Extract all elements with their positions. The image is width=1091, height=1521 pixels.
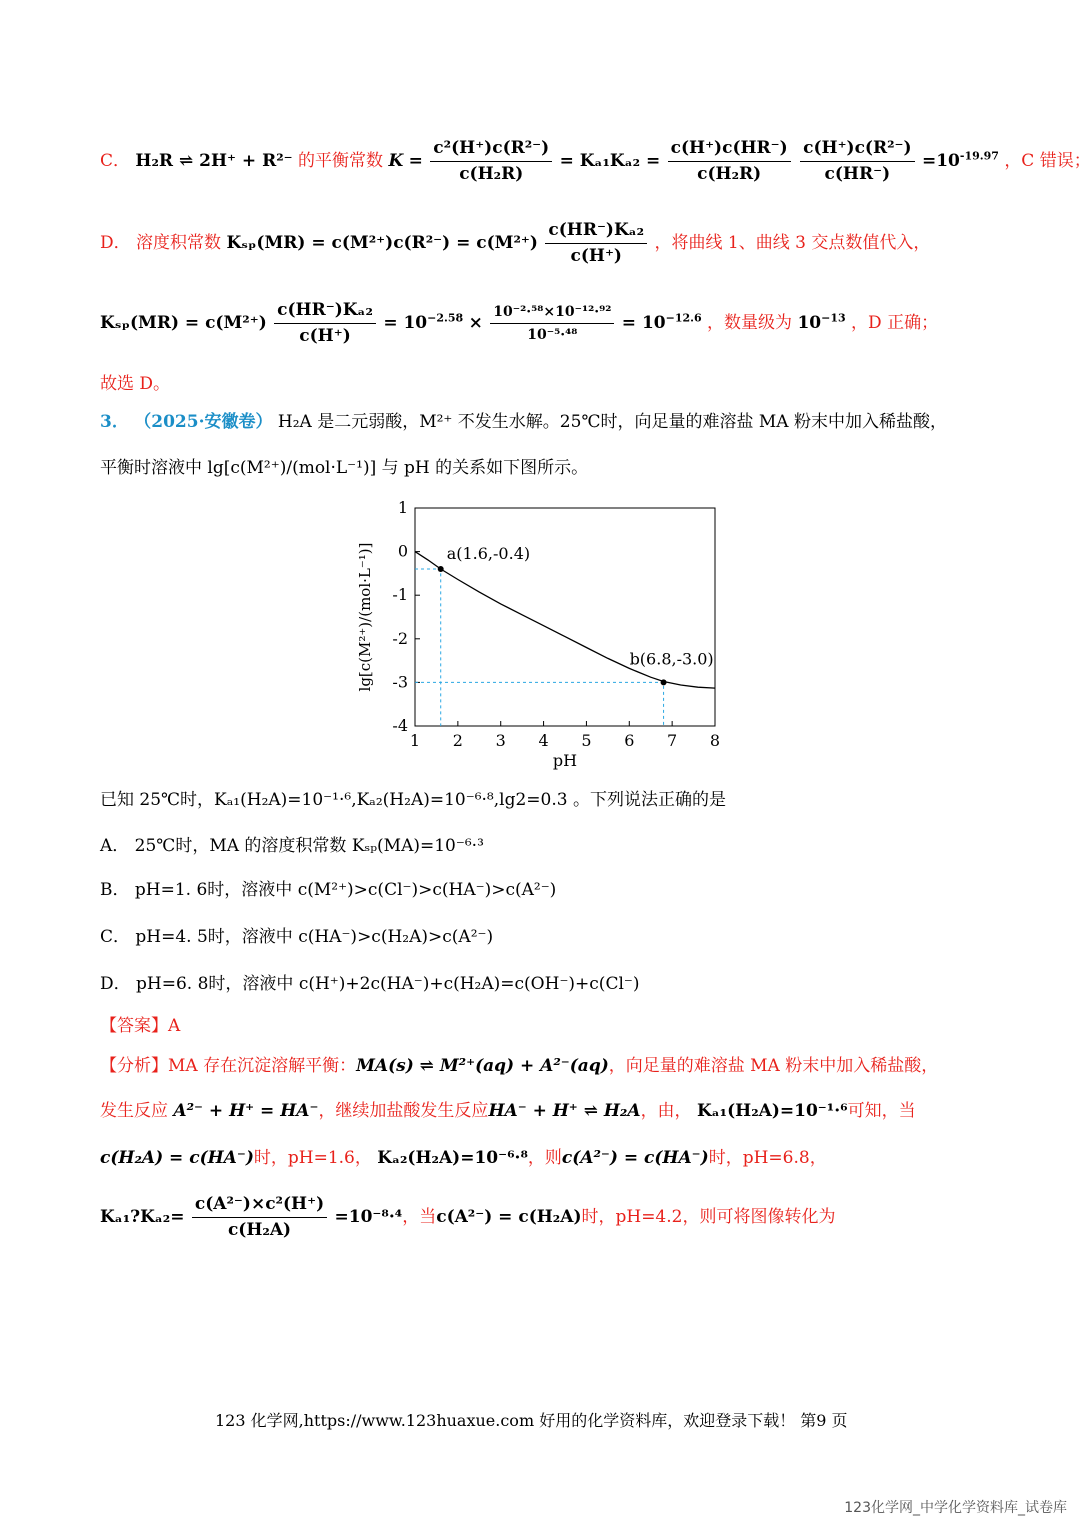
an2-b: A²⁻ + H⁺ = HA⁻ — [173, 1101, 319, 1121]
e-tail2: ，D 正确； — [851, 313, 939, 333]
x-axis-label: pH — [552, 751, 578, 770]
e-result: = $10^{-12.6}$ — [621, 311, 702, 333]
c-mid: = Kₐ₁Kₐ₂ = — [559, 151, 661, 171]
x-tick-label: 4 — [538, 731, 549, 750]
an3-f: 时，pH=6.8， — [708, 1148, 827, 1168]
an2-d: HA⁻ + H⁺ ⇌ H₂A — [488, 1101, 641, 1121]
an3-d: ，则 — [527, 1148, 562, 1168]
answer: 【答案】A — [100, 1016, 181, 1036]
analysis-line-1 — [100, 1058, 938, 1075]
y-tick-label: -4 — [392, 716, 408, 735]
e-expr: Kₛₚ(MR) = c(M²⁺) — [100, 313, 267, 333]
an1-c: ，向足量的难溶盐 MA 粉末中加入稀盐酸， — [608, 1056, 939, 1076]
point-label: a(1.6,-0.4) — [446, 544, 531, 564]
d-fraction: $\frac{\text{c(HR⁻)Kₐ₂}}{c(H^+)}$ — [545, 222, 647, 265]
d-expr: Kₛₚ(MR) = c(M²⁺)c(R²⁻) = c(M²⁺) — [226, 233, 538, 253]
y-tick-label: -2 — [392, 628, 408, 648]
c-k: K — [388, 151, 404, 171]
e-times: × — [468, 313, 483, 333]
c-fraction-1: $\frac{\text{c²(H⁺)c(R²⁻)}}{\text{c(H₂R)}}$ — [430, 140, 552, 183]
an4-d: c(A²⁻) = c(H₂A) — [436, 1207, 582, 1227]
question-text-1: H₂A 是二元弱酸，M²⁺ 不发生水解。25℃时，向足量的难溶盐 MA 粉末中加入稀盐酸， — [277, 412, 947, 432]
question-source: （2025·安徽卷） — [134, 412, 273, 432]
y-tick-label: 1 — [397, 498, 408, 517]
x-tick-label: 1 — [409, 731, 421, 750]
data-point — [661, 679, 667, 685]
an2-e: ，由， — [640, 1101, 692, 1121]
x-tick-label: 3 — [495, 731, 506, 750]
analysis-line-2 — [100, 1103, 916, 1120]
an4-b: =10⁻⁸·⁴ — [334, 1207, 403, 1227]
an4-fraction: $\frac{\text{c(A²⁻)×c²(H⁺)}}{\text{c(H₂A)}}$ — [192, 1196, 327, 1239]
c-fraction-3: $\frac{\text{c(H⁺)c(R²⁻)}}{c(HR^-)}$ — [800, 140, 914, 183]
question-3-line-2: 平衡时溶液中 lg[c(M²⁺)/(mol·L⁻¹)] 与 pH 的关系如下图所示。 — [100, 458, 589, 478]
e-order: $10^{-13}$ — [797, 311, 846, 333]
choose-answer: 故选 D。 — [100, 374, 171, 394]
an2-g: 可知，当 — [847, 1101, 916, 1121]
an1-b: MA(s) ⇌ M²⁺(aq) + A²⁻(aq) — [356, 1056, 609, 1076]
x-tick-label: 5 — [581, 731, 592, 750]
an4-e: 时，pH=4.2，则可将图像转化为 — [581, 1207, 836, 1227]
d-tail: ，将曲线 1、曲线 3 交点数值代入， — [654, 233, 931, 253]
an2-f: Kₐ₁(H₂A)=10⁻¹·⁶ — [696, 1101, 848, 1121]
ph-chart — [340, 496, 740, 776]
d-label: D． — [100, 233, 131, 253]
known-constants: 已知 25℃时，Kₐ₁(H₂A)=10⁻¹·⁶,Kₐ₂(H₂A)=10⁻⁶·⁸,lg2=0.3 。下列说法正确的是 — [100, 790, 726, 810]
y-tick-label: -1 — [392, 585, 408, 605]
e-tail1: ，数量级为 — [707, 313, 793, 333]
c-reaction: H₂R ⇌ 2H⁺ + R²⁻ — [135, 151, 293, 171]
plot-frame — [415, 508, 715, 726]
x-tick-label: 7 — [667, 731, 678, 750]
c-tail: ，C 错误； — [1004, 151, 1091, 171]
e-fraction-2: $\frac{\text{10⁻²·⁵⁸×10⁻¹²·⁹²}}{\text{10⁻⁵·⁴⁸}}$ — [490, 305, 614, 342]
e-mid: = $10^{-2.58}$ — [383, 311, 464, 333]
an3-b: 时，pH=1.6， — [253, 1148, 372, 1168]
d-text: 溶度积常数 — [136, 233, 222, 253]
x-tick-label: 2 — [452, 731, 463, 750]
an1-a: 【分析】MA 存在沉淀溶解平衡： — [100, 1056, 357, 1076]
option-c-explanation: C． H₂R ⇌ 2H⁺ + R²⁻ 的平衡常数 K = $\frac{\text{c²(H⁺)c(R²⁻)}}{\text{c(H₂R)}}$ = Kₐ₁Kₐ₂ = $\frac{c(H^+)c(HR^-)}{\text{c(H₂R)}}$ $\frac{\text{c(H⁺)c(R²⁻)}}{c(HR^-)}$ $=10^{-19.97}$ ，C 错误； — [100, 138, 1091, 184]
option-d[interactable]: D． pH=6. 8时，溶液中 c(H⁺)+2c(HA⁻)+c(H₂A)=c(OH⁻)+c(Cl⁻) — [100, 974, 640, 994]
an3-c: Kₐ₂(H₂A)=10⁻⁶·⁸ — [377, 1148, 528, 1168]
question-3-line-1 — [100, 414, 947, 431]
an4-a: Kₐ₁?Kₐ₂= — [100, 1207, 185, 1227]
point-label: b(6.8,-3.0) — [629, 649, 714, 669]
x-tick-label: 8 — [709, 731, 721, 750]
data-point — [438, 566, 444, 572]
guide-line — [415, 682, 664, 726]
c-label: C． — [100, 151, 131, 171]
an2-a: 发生反应 — [100, 1101, 168, 1121]
e-fraction-1: $\frac{\text{c(HR⁻)Kₐ₂}}{c(H^+)}$ — [274, 302, 376, 345]
option-d-explanation — [100, 222, 930, 265]
an3-e: c(A²⁻) = c(HA⁻) — [561, 1148, 709, 1168]
option-b[interactable]: B． pH=1. 6时，溶液中 c(M²⁺)>c(Cl⁻)>c(HA⁻)>c(A²⁻) — [100, 880, 557, 900]
y-tick-label: -3 — [392, 672, 408, 692]
an3-a: c(H₂A) = c(HA⁻) — [100, 1148, 254, 1168]
y-tick-label: 0 — [397, 541, 408, 561]
an2-c: ，继续加盐酸发生反应 — [318, 1101, 489, 1121]
x-tick-label: 6 — [624, 731, 635, 750]
option-c[interactable]: C． pH=4. 5时，溶液中 c(HA⁻)>c(H₂A)>c(A²⁻) — [100, 927, 494, 947]
c-fraction-2: $\frac{c(H^+)c(HR^-)}{\text{c(H₂R)}}$ — [668, 140, 791, 183]
an4-c: ，当 — [402, 1207, 437, 1227]
c-text: 的平衡常数 — [298, 151, 384, 171]
watermark: 123化学网_中学化学资料库_试卷库 — [844, 1500, 1067, 1516]
analysis-line-3 — [100, 1150, 827, 1167]
question-number: 3． — [100, 412, 129, 432]
analysis-line-4 — [100, 1196, 835, 1239]
ksp-calculation — [100, 302, 938, 345]
y-axis-label: lg[c(M²⁺)/(mol·L⁻¹)] — [356, 542, 374, 692]
guide-line — [415, 569, 441, 726]
page-footer: 123 化学网,https://www.123huaxue.com 好用的化学资料库，欢迎登录下载！ 第9 页 — [215, 1411, 848, 1430]
option-a[interactable]: A． 25℃时，MA 的溶度积常数 Kₛₚ(MA)=10⁻⁶·³ — [100, 836, 484, 856]
c-result: $=10^{-19.97}$ — [921, 149, 999, 171]
